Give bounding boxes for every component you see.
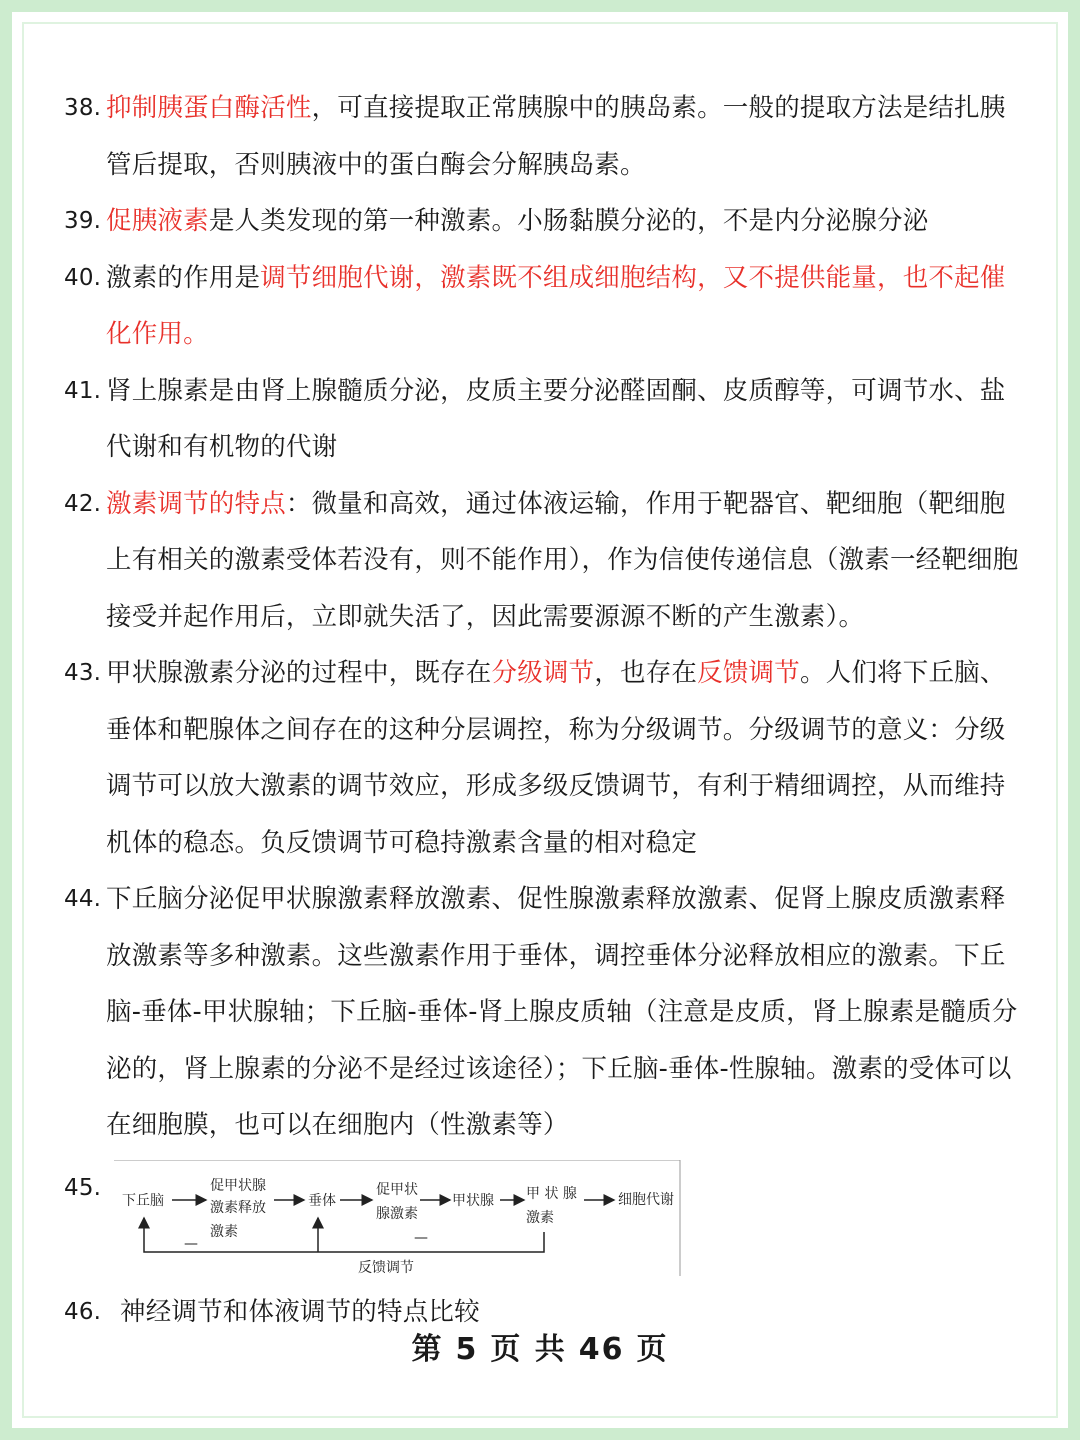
document-content [64,80,1024,1340]
body-text: 是人类发现的第一种激素。小肠黏膜分泌的，不是内分泌腺分泌 [208,206,929,236]
body-text: 甲状腺激素分泌的过程中，既存在 [106,658,492,688]
body-text: 肾上腺素是由肾上腺髓质分泌，皮质主要分泌醛固酮、皮质醇等，可调节水、盐代谢和有机物的代谢 [106,375,1006,462]
node-pituitary: 垂体 [308,1192,336,1209]
highlight-text: 分级调节 [491,658,595,688]
item-number: 40. [64,264,102,291]
highlight-text: 反馈调节 [697,658,800,688]
item-text [106,80,1024,193]
highlight-text: 激素调节的特点 [106,488,286,519]
item-41 [64,363,1024,476]
item-number: 45. [64,1174,102,1201]
body-text: 神经调节和体液调节的特点比较 [120,1296,480,1327]
minus-sign-2: — [414,1229,428,1246]
node-thyroid: 甲状腺 [452,1192,494,1209]
feedback-diagram [114,1160,684,1278]
body-text: ，可直接提取正常胰腺中的胰岛素。一般的提取方法是结扎胰管后提取，否则胰液中的蛋白酶会分解胰岛素。 [106,93,1006,180]
item-40 [64,250,1024,363]
body-text: 。人们将下丘脑、垂体和靶腺体之间存在的这种分层调控，称为分级调节。分级调节的意义：分级调节可以放大激素的调节效应，形成多级反馈调节，有利于精细调控，从而维持机体的稳态。负反馈调节可稳持激素含量的相对稳定 [106,658,1006,858]
body-text: 激素的作用是 [106,262,261,293]
item-number: 44. [64,886,102,912]
item-text [106,250,1024,363]
item-text [106,645,1024,871]
footer-suffix: 页 [636,1332,669,1367]
item-42 [64,476,1024,646]
body-text: ，也存在 [594,658,698,688]
highlight-text: 促胰液素 [106,206,209,236]
feedback-line-hypothalamus [144,1218,544,1252]
node-tsh-line2: 腺激素 [376,1205,418,1222]
item-number: 39. [64,208,102,234]
highlight-text: 调节细胞代谢，激素既不组成细胞结构，又不提供能量，也不起催化作用。 [106,262,1006,349]
node-trh-line3: 激素 [210,1223,238,1240]
node-metabolism: 细胞代谢 [618,1191,674,1208]
item-45 [64,1160,1024,1282]
feedback-diagram-svg [114,1160,684,1278]
node-trh-line2: 激素释放 [210,1199,266,1216]
item-39 [64,193,1024,250]
item-number: 43. [64,660,102,686]
footer-mid: 页 共 [490,1332,567,1367]
footer-prefix: 第 [411,1332,444,1367]
body-text: 下丘脑分泌促甲状腺激素释放激素、促性腺激素释放激素、促肾上腺皮质激素释放激素等多种激素。这些激素作用于垂体，调控垂体分泌释放相应的激素。下丘脑-垂体-甲状腺轴；下丘脑-垂体-肾上腺皮质轴（注意是皮质，肾上腺素是髓质分泌的，肾上腺素的分泌不是经过该途径）；下丘脑-垂体-性腺轴。激素的受体可以在细胞膜，也可以在细胞内（性激素等） [106,884,1018,1140]
footer-total-pages: 46 [578,1332,625,1367]
node-hypothalamus: 下丘脑 [122,1192,164,1209]
highlight-text: 抑制胰蛋白酶活性 [106,93,312,123]
node-th-line2: 激素 [526,1209,554,1226]
page-footer [0,1324,1080,1368]
item-number: 42. [64,490,102,517]
item-text [106,476,1024,646]
item-43 [64,645,1024,871]
node-th-line1: 甲 状 腺 [526,1185,577,1202]
item-number: 41. [64,377,102,404]
item-44 [64,871,1024,1154]
node-trh-line1: 促甲状腺 [210,1177,266,1194]
minus-sign-1: — [184,1235,198,1252]
item-number: 38. [64,95,102,121]
item-text [106,193,1024,250]
body-text: ：微量和高效，通过体液运输，作用于靶器官、靶细胞（靶细胞上有相关的激素受体若没有，则不能作用），作为信使传递信息（激素一经靶细胞接受并起作用后，立即就失活了，因此需要源源不断的产生激素）。 [106,488,1019,632]
footer-page-number: 5 [455,1332,479,1367]
item-38 [64,80,1024,193]
feedback-label: 反馈调节 [358,1259,414,1276]
node-tsh-line1: 促甲状 [376,1181,418,1198]
item-number: 46. [64,1298,102,1325]
